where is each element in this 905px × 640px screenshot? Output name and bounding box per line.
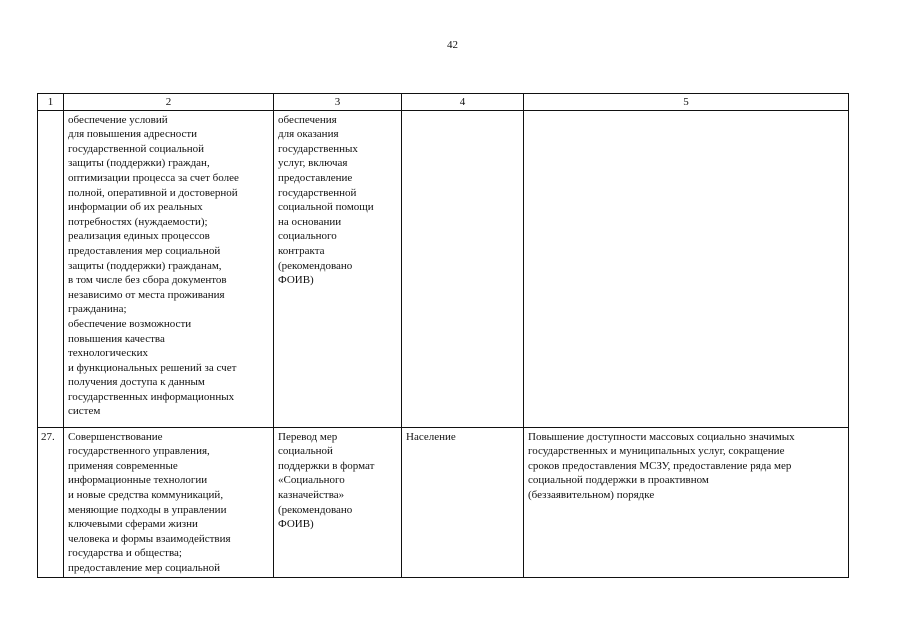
column-header: 1 bbox=[38, 94, 64, 111]
cell-text-line: Совершенствование bbox=[68, 430, 163, 443]
cell-text-line: «Социального bbox=[278, 474, 345, 487]
cell-text-line: и новые средства коммуникаций, bbox=[68, 488, 224, 501]
cell-text-line: для оказания bbox=[278, 128, 339, 141]
table-row bbox=[38, 110, 849, 427]
cell-text-line: социальной bbox=[278, 445, 333, 458]
cell-text-line: на основании bbox=[278, 215, 342, 228]
cell-text-line: защиты (поддержки) граждан, bbox=[68, 157, 210, 170]
page-number: 42 bbox=[447, 39, 458, 51]
cell-text-line: государственного управления, bbox=[68, 445, 210, 458]
cell-text-line: контракта bbox=[278, 244, 325, 257]
cell-text-line: предоставления мер социальной bbox=[68, 244, 221, 257]
table-row bbox=[38, 427, 849, 577]
cell-text-line: оптимизации процесса за счет более bbox=[68, 171, 239, 184]
cell-text-line: и функциональных решений за счет bbox=[68, 361, 237, 374]
cell-text-line: Перевод мер bbox=[278, 430, 338, 443]
cell-text-line: гражданина; bbox=[68, 303, 127, 316]
cell-text-line: обеспечения bbox=[278, 113, 337, 126]
cell-text-line: государственных bbox=[278, 142, 358, 155]
cell-text-line: государственных информационных bbox=[68, 390, 235, 403]
cell-text-line: (рекомендовано bbox=[278, 503, 353, 516]
column-header: 2 bbox=[64, 94, 274, 111]
column-header: 3 bbox=[274, 94, 402, 111]
cell-text-line: Население bbox=[406, 430, 456, 443]
cell-text-line: полной, оперативной и достоверной bbox=[68, 186, 238, 199]
target-group-cell bbox=[402, 110, 524, 427]
cell-text-line: предоставление bbox=[278, 171, 353, 184]
cell-text-line: социальной поддержки в проактивном bbox=[528, 474, 709, 487]
cell-text-line: государственной bbox=[278, 186, 357, 199]
cell-text-line: услуг, включая bbox=[278, 157, 348, 170]
row-number-cell bbox=[38, 110, 64, 427]
column-header: 5 bbox=[524, 94, 849, 111]
cell-text-line: получения доступа к данным bbox=[68, 376, 205, 389]
cell-text-line: обеспечение возможности bbox=[68, 317, 192, 330]
cell-text-line: применяя современные bbox=[68, 459, 178, 472]
document-table bbox=[37, 93, 849, 578]
row-number-cell: 27. bbox=[38, 427, 64, 577]
cell-text-line: независимо от места проживания bbox=[68, 288, 225, 301]
cell-text-line: Повышение доступности массовых социально значимых bbox=[528, 430, 795, 443]
cell-text-line: ФОИВ) bbox=[278, 518, 314, 531]
table-header-row bbox=[38, 94, 849, 111]
cell-text-line: человека и формы взаимодействия bbox=[68, 532, 231, 545]
goal-cell bbox=[64, 427, 274, 577]
cell-text-line: защиты (поддержки) гражданам, bbox=[68, 259, 222, 272]
cell-text-line: реализация единых процессов bbox=[68, 230, 210, 243]
goal-cell bbox=[64, 110, 274, 427]
cell-text-line: для повышения адресности bbox=[68, 128, 198, 141]
cell-text-line: социального bbox=[278, 230, 337, 243]
cell-text-line: (рекомендовано bbox=[278, 259, 353, 272]
cell-text-line: ключевыми сферами жизни bbox=[68, 518, 198, 531]
cell-text-line: ФОИВ) bbox=[278, 274, 314, 287]
cell-text-line: меняющие подходы в управлении bbox=[68, 503, 227, 516]
cell-text-line: в том числе без сбора документов bbox=[68, 274, 227, 287]
cell-text-line: информационные технологии bbox=[68, 474, 208, 487]
result-cell bbox=[524, 110, 849, 427]
cell-text-line: обеспечение условий bbox=[68, 113, 168, 126]
cell-text-line: (беззаявительном) порядке bbox=[528, 488, 655, 501]
cell-text-line: информации об их реальных bbox=[68, 201, 203, 214]
cell-text-line: поддержки в формат bbox=[278, 459, 375, 472]
measure-cell bbox=[274, 110, 402, 427]
result-cell bbox=[524, 427, 849, 577]
cell-text-line: систем bbox=[68, 405, 101, 418]
cell-text-line: предоставление мер социальной bbox=[68, 561, 221, 574]
cell-text-line: технологических bbox=[68, 347, 148, 360]
measure-cell bbox=[274, 427, 402, 577]
cell-text-line: повышения качества bbox=[68, 332, 165, 345]
cell-text-line: государственных и муниципальных услуг, сокращение bbox=[528, 445, 785, 458]
cell-text-line: социальной помощи bbox=[278, 201, 374, 214]
column-header: 4 bbox=[402, 94, 524, 111]
cell-text-line: казначейства» bbox=[278, 488, 345, 501]
cell-text-line: государства и общества; bbox=[68, 547, 182, 560]
cell-text-line: потребностях (нуждаемости); bbox=[68, 215, 208, 228]
cell-text-line: сроков предоставления МСЗУ, предоставление ряда мер bbox=[528, 459, 792, 472]
cell-text-line: государственной социальной bbox=[68, 142, 205, 155]
target-group-cell bbox=[402, 427, 524, 577]
